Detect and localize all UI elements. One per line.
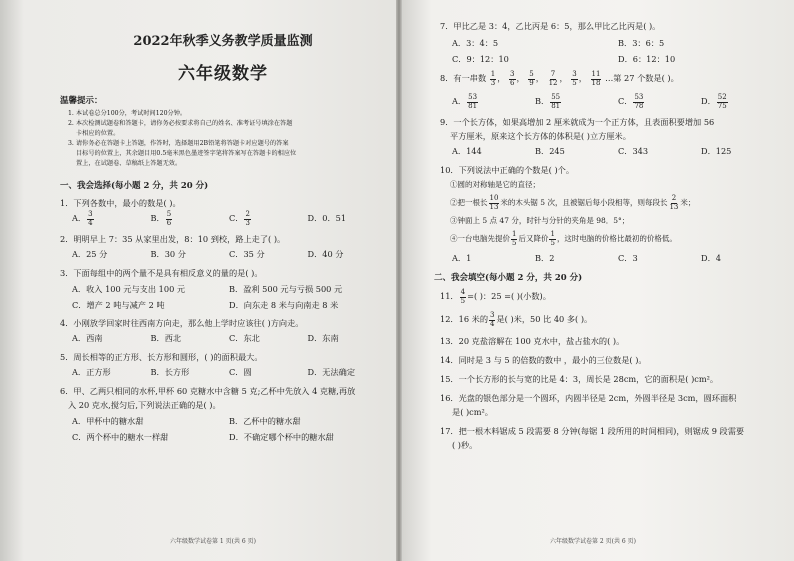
exam-subtitle: 六年级数学 xyxy=(178,64,268,84)
question-3: 3．下面每组中的两个量不是具有相反意义的量的是( )。 xyxy=(60,268,263,278)
notice-line-5: 目标号的位置上，其余题目用0.5毫米黑色墨迹签字笔将答案写在答题卡的相应位 xyxy=(76,150,297,157)
option-c[interactable]: C． $\frac{2}{3}$ xyxy=(229,210,250,227)
question-16-line-2: 是( )cm²。 xyxy=(452,407,493,417)
option-d[interactable]: D． $\frac{52}{75}$ xyxy=(701,93,727,110)
question-11: 11． $\frac{4}{5}$ =( )：25 =( )(小数)。 xyxy=(440,288,551,305)
question-4: 4．小刚放学回家时往西南方向走，那么他上学时应该往( )方向走。 xyxy=(60,318,304,328)
option-b[interactable]: B． $\frac{5}{6}$ xyxy=(150,210,172,227)
option-c[interactable]: C．35 分 xyxy=(229,249,265,259)
question-8: 8．有一串数 $\frac{1}{3}$ ， $\frac{3}{6}$ ， $\frac{5}{9}$ ， $\frac{7}{12}$ ， $\frac{3}{5}$ ， $\frac{11}{18}$ …第 27 个数是( )。 xyxy=(440,70,679,87)
option-a[interactable]: A．25 分 xyxy=(72,249,108,259)
question-13: 13．20 克盐溶解在 100 克水中，盐占盐水的( )。 xyxy=(440,336,625,346)
page-footer: 六年级数学试卷第 1 页(共 6 页) xyxy=(170,538,256,545)
option-a[interactable]: A．甲杯中的糖水甜 xyxy=(72,416,144,426)
statement-3: ③钟面上 5 点 47 分，时针与分针的夹角是 98．5°； xyxy=(450,216,630,225)
option-c[interactable]: C．圆 xyxy=(229,367,252,377)
option-d[interactable]: D．0．51 xyxy=(307,213,347,223)
option-d[interactable]: D．向东走 8 米与向南走 8 米 xyxy=(229,300,339,310)
question-9-line-1: 9．一个长方体，如果高增加 2 厘米就成为一个正方体，且表面积要增加 56 xyxy=(440,117,715,127)
option-a[interactable]: A．西南 xyxy=(72,333,103,343)
option-a[interactable]: A．3：4：5 xyxy=(452,38,499,48)
question-17-line-2: ( )秒。 xyxy=(452,440,478,450)
question-10-options xyxy=(452,251,784,265)
option-a[interactable]: A． $\frac{53}{81}$ xyxy=(452,93,478,110)
statement-1: ①圆的对称轴是它的直径； xyxy=(450,180,540,189)
option-c[interactable]: C． $\frac{53}{78}$ xyxy=(618,93,644,110)
option-c[interactable]: C．东北 xyxy=(229,333,260,343)
option-b[interactable]: B． $\frac{55}{81}$ xyxy=(535,93,561,110)
question-5-options xyxy=(72,365,386,379)
option-b[interactable]: B．245 xyxy=(535,146,565,156)
option-b[interactable]: B．3：6：5 xyxy=(618,38,665,48)
question-8-options xyxy=(452,94,784,110)
book-gutter xyxy=(396,0,402,561)
option-d[interactable]: D．无法确定 xyxy=(307,367,356,377)
notice-line-1: 1. 本试卷总分100分，考试时间120分钟。 xyxy=(68,110,187,117)
question-6-options xyxy=(72,413,386,445)
option-d[interactable]: D．不确定哪个杯中的糖水甜 xyxy=(229,432,334,442)
page-footer: 六年级数学试卷第 2 页(共 6 页) xyxy=(550,538,636,545)
question-14: 14．同时是 3 与 5 的倍数的数中 ，最小的三位数是( )。 xyxy=(440,355,647,365)
option-a[interactable]: A．正方形 xyxy=(72,367,111,377)
notice-heading: 温馨提示： xyxy=(60,96,103,106)
question-6-line-1: 6．甲、乙两只相同的水杯,甲杯 60 克糖水中含糖 5 克;乙杯中先放入 4 克糖,再放 xyxy=(60,386,356,396)
option-b[interactable]: B．30 分 xyxy=(150,249,186,259)
option-c[interactable]: C．343 xyxy=(618,146,649,156)
option-d[interactable]: D．125 xyxy=(701,146,732,156)
option-d[interactable]: D．40 分 xyxy=(307,249,344,259)
statement-4: ④一台电脑先提价 $\frac{1}{5}$ 后又降价 $\frac{1}{5}$ ，这时电脑的价格比最初的价格低。 xyxy=(450,230,677,247)
question-6-line-2: 入 20 克水,搅匀后,下列说法正确的是( )。 xyxy=(68,400,221,410)
question-4-options xyxy=(72,331,386,345)
option-c[interactable]: C．两个杯中的糖水一样甜 xyxy=(72,432,169,442)
question-9-options xyxy=(452,144,784,158)
question-16-line-1: 16．光盘的银色部分是一个圆环，内圆半径是 2cm，外圆半径是 3cm，圆环面积 xyxy=(440,393,737,403)
option-b[interactable]: B．盈利 500 元与亏损 500 元 xyxy=(229,284,343,294)
question-7-options xyxy=(452,35,784,67)
notice-line-3: 卡相应的位置。 xyxy=(76,130,120,137)
notice-line-6: 置上，在试题卷、草稿纸上答题无效。 xyxy=(76,160,182,167)
option-c[interactable]: C．3 xyxy=(618,253,638,263)
option-c[interactable]: C．增产 2 吨与减产 2 吨 xyxy=(72,300,165,310)
option-b[interactable]: B．长方形 xyxy=(150,367,190,377)
option-a[interactable]: A．144 xyxy=(452,146,482,156)
question-12: 12．16 米的 $\frac{3}{4}$ 是( )米，50 比 40 多( )。 xyxy=(440,311,593,328)
option-a[interactable]: A． $\frac{3}{4}$ xyxy=(72,210,93,227)
question-9-line-2: 平方厘米，原来这个长方体的体积是( )立方厘米。 xyxy=(450,131,631,141)
question-3-options xyxy=(72,281,386,313)
section-fill-heading: 二、我会填空(每小题 2 分，共 20 分) xyxy=(434,273,583,283)
option-b[interactable]: B．2 xyxy=(535,253,555,263)
option-d[interactable]: D．东南 xyxy=(307,333,339,343)
question-5: 5．周长相等的正方形、长方形和圆形，( )的面积最大。 xyxy=(60,352,263,362)
option-a[interactable]: A．收入 100 元与支出 100 元 xyxy=(72,284,186,294)
question-1: 1．下列各数中，最小的数是( )。 xyxy=(60,198,181,208)
section-choice-heading: 一、我会选择(每小题 2 分，共 20 分) xyxy=(60,181,209,191)
question-17-line-1: 17．把一根木料锯成 5 段需要 8 分钟(每锯 1 段所用的时间相同)，则锯成 9 段需要 xyxy=(440,426,745,436)
notice-line-2: 2. 本次检测试题卷和答题卡，请你务必按要求将自己的姓名、准考证号填涂在答题 xyxy=(68,120,293,127)
question-2-options xyxy=(72,247,386,261)
question-1-options xyxy=(72,211,386,227)
option-c[interactable]: C．9：12：10 xyxy=(452,54,509,64)
notice-line-4: 3. 请你务必在答题卡上答题，作答时，选择题用2B铅笔将答题卡对应题号的答案 xyxy=(68,140,289,147)
option-a[interactable]: A．1 xyxy=(452,253,472,263)
statement-2: ②把一根长 $\frac{10}{13}$ 米的木头锯 5 次，且被锯后每小段相等，则每段长 $\frac{2}{13}$ 米； xyxy=(450,194,696,211)
question-15: 15．一个长方形的长与宽的比是 4：3，周长是 28cm，它的面积是( )cm²。 xyxy=(440,374,719,384)
exam-title: 2022年秋季义务教学质量监测 xyxy=(133,34,313,49)
question-10: 10．下列说法中正确的个数是( )个。 xyxy=(440,165,575,175)
question-2: 2．明明早上 7：35 从家里出发，8：10 到校，路上走了( )。 xyxy=(60,234,286,244)
option-d[interactable]: D．6：12：10 xyxy=(618,54,676,64)
exam-page-2 xyxy=(400,0,794,561)
option-d[interactable]: D．4 xyxy=(701,253,721,263)
question-7: 7．甲比乙是 3：4，乙比丙是 6：5，那么甲比乙比丙是( )。 xyxy=(440,21,661,31)
option-b[interactable]: B．西北 xyxy=(150,333,182,343)
option-b[interactable]: B．乙杯中的糖水甜 xyxy=(229,416,301,426)
